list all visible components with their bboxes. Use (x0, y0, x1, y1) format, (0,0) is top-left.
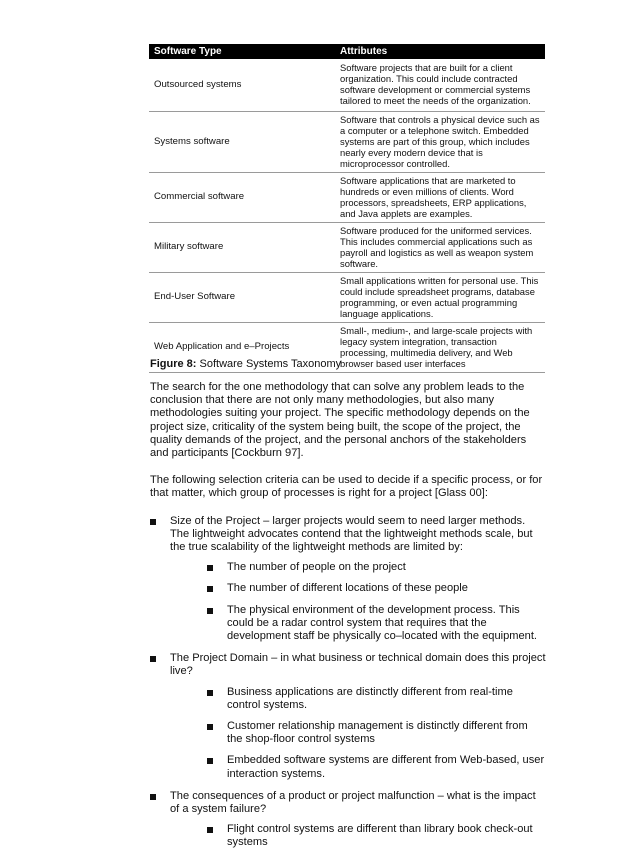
attributes-cell: Software produced for the uniformed services. This includes commercial applications such as payroll and logistics as well as weapon system software. (335, 222, 545, 272)
table-row (149, 111, 545, 172)
list-item (170, 604, 546, 644)
list-item-text: The number of people on the project (227, 561, 406, 574)
figure-label: Figure 8: (150, 358, 197, 370)
list-item (150, 515, 546, 644)
table-header-row (149, 44, 545, 59)
square-bullet-icon (207, 758, 213, 764)
list-item (170, 754, 546, 780)
software-type-cell: Commercial software (149, 172, 335, 222)
sub-list (170, 561, 546, 643)
square-bullet-icon (207, 690, 213, 696)
software-type-cell: Web Application and e–Projects (149, 322, 335, 372)
list-item-text: The consequences of a product or project malfunction – what is the impact of a system failure? (170, 789, 536, 816)
attributes-cell: Software projects that are built for a client organization. This could include contracted software development or commercial systems tailored to meet the needs of the organization. (335, 59, 545, 111)
table-row (149, 172, 545, 222)
attributes-cell: Software applications that are marketed to hundreds or even millions of clients. Word processors, spreadsheets, ERP applications, and Java applets are examples. (335, 172, 545, 222)
table-row (149, 59, 545, 111)
square-bullet-icon (150, 519, 156, 525)
column-header-software-type: Software Type (149, 44, 335, 59)
software-type-cell: Systems software (149, 111, 335, 172)
list-item-text: The Project Domain – in what business or technical domain does this project live? (170, 652, 546, 678)
figure-caption (150, 358, 341, 370)
criteria-list (150, 515, 546, 850)
table-row (149, 222, 545, 272)
list-item-text: Business applications are distinctly different from real-time control systems. (227, 685, 513, 711)
square-bullet-icon (207, 565, 213, 571)
list-item (150, 790, 546, 850)
list-item (170, 582, 546, 595)
list-item (170, 686, 546, 712)
list-item-text: Size of the Project – larger projects would seem to need larger methods. The lightweight advocates contend that the lightweight methods scale, but the true scalability of the lightweight methods are limited by: (170, 514, 533, 554)
square-bullet-icon (207, 608, 213, 614)
list-item (150, 652, 546, 781)
list-item-text: Embedded software systems are different from Web-based, user interaction systems. (227, 754, 545, 780)
list-item-text: Flight control systems are different than library book check-out systems (227, 823, 533, 849)
body-text (150, 381, 546, 859)
attributes-cell: Small applications written for personal use. This could include spreadsheet programs, database programming, or even actual programming language applications. (335, 272, 545, 322)
list-item-text: The physical environment of the development process. This could be a radar control system that requires that the development staff be physically co–located with the equipment. (227, 603, 537, 643)
square-bullet-icon (150, 794, 156, 800)
attributes-cell: Software that controls a physical device such as a computer or a telephone switch. Embedded systems are part of this group, which includes nearly every modern device that is microprocessor controlled. (335, 111, 545, 172)
square-bullet-icon (207, 827, 213, 833)
column-header-attributes: Attributes (335, 44, 545, 59)
square-bullet-icon (150, 656, 156, 662)
list-item (170, 720, 546, 746)
table-row (149, 272, 545, 322)
software-type-cell: End-User Software (149, 272, 335, 322)
software-taxonomy-table (149, 44, 545, 373)
software-type-cell: Military software (149, 222, 335, 272)
sub-list (170, 686, 546, 781)
list-item-text: The number of different locations of these people (227, 582, 468, 595)
list-item-text: Customer relationship management is distinctly different from the shop-floor control systems (227, 720, 528, 746)
paragraph-selection-criteria: The following selection criteria can be used to decide if a specific process, or for that matter, which group of processes is right for a project [Glass 00]: (150, 474, 543, 500)
paragraph-methodology: The search for the one methodology that can solve any problem leads to the conclusion that there are not only many methodologies, but also many methodologies suiting your project. The specific methodology depends on the project size, criticality of the system being built, the scope of the project, the quality demands of the project, and the personal anchors of the stakeholders and participants [Cockburn 97]. (150, 381, 530, 460)
software-type-cell: Outsourced systems (149, 59, 335, 111)
list-item (170, 823, 546, 849)
square-bullet-icon (207, 724, 213, 730)
sub-list (170, 823, 546, 849)
list-item (170, 561, 546, 574)
figure-caption-text: Software Systems Taxonomy (196, 358, 342, 370)
square-bullet-icon (207, 586, 213, 592)
attributes-cell: Small-, medium-, and large-scale projects with legacy system integration, transaction processing, multimedia delivery, and Web browser based user interfaces (335, 322, 545, 372)
